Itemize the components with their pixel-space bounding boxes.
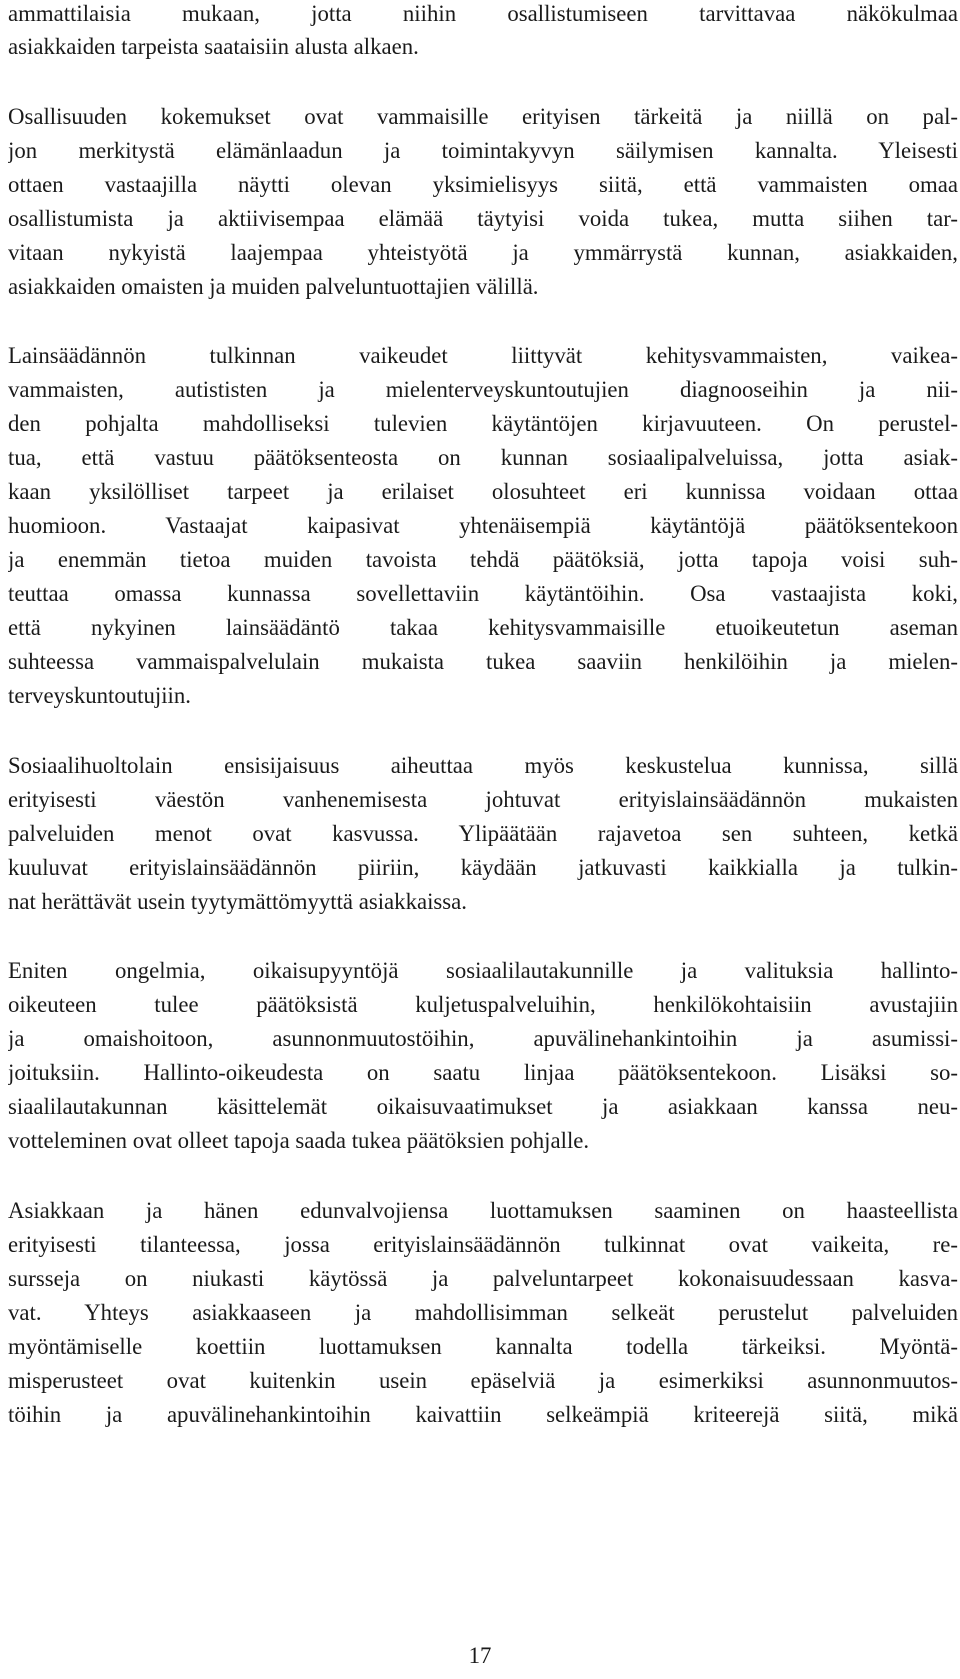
- paragraph-line: sursseja on niukasti käytössä ja palveluntarpeet kokonaisuudessaan kasva-: [8, 1266, 958, 1291]
- paragraph-line: huomioon. Vastaajat kaipasivat yhtenäisempiä käytäntöjä päätöksentekoon: [8, 513, 958, 538]
- paragraph-line: Lainsäädännön tulkinnan vaikeudet liittyvät kehitysvammaisten, vaikea-: [8, 343, 958, 368]
- paragraph-line: erityisesti tilanteessa, jossa erityislainsäädännön tulkinnat ovat vaikeita, re-: [8, 1232, 958, 1257]
- paragraph-line: vammaisten, autististen ja mielenterveyskuntoutujien diagnooseihin ja nii-: [8, 377, 958, 402]
- paragraph-line: jon merkitystä elämänlaadun ja toimintakyvyn säilymisen kannalta. Yleisesti: [8, 138, 958, 163]
- paragraph-line: ottaen vastaajilla näytti olevan yksimielisyys siitä, että vammaisten omaa: [8, 172, 958, 197]
- paragraph-line: että nykyinen lainsäädäntö takaa kehitysvammaisille etuoikeutetun aseman: [8, 615, 958, 640]
- paragraph-line: vat. Yhteys asiakkaaseen ja mahdollisimman selkeät perustelut palveluiden: [8, 1300, 958, 1325]
- paragraph-line: siaalilautakunnan käsittelemät oikaisuvaatimukset ja asiakkaan kanssa neu-: [8, 1094, 958, 1119]
- paragraph-line: ja enemmän tietoa muiden tavoista tehdä päätöksiä, jotta tapoja voisi suh-: [8, 547, 958, 572]
- paragraph-line: oikeuteen tulee päätöksistä kuljetuspalveluihin, henkilökohtaisiin avustajiin: [8, 992, 958, 1017]
- paragraph-line: töihin ja apuvälinehankintoihin kaivattiin selkeämpiä kriteerejä siitä, mikä: [8, 1402, 958, 1427]
- paragraph-line: terveyskuntoutujiin.: [8, 683, 191, 708]
- paragraph-line: kuuluvat erityislainsäädännön piiriin, käydään jatkuvasti kaikkialla ja tulkin-: [8, 855, 958, 880]
- paragraph-line: osallistumista ja aktiivisempaa elämää täytyisi voida tukea, mutta siihen tar-: [8, 206, 958, 231]
- paragraph-line: Asiakkaan ja hänen edunvalvojiensa luottamuksen saaminen on haasteellista: [8, 1198, 958, 1223]
- paragraph-line: misperusteet ovat kuitenkin usein epäselviä ja esimerkiksi asunnonmuutos-: [8, 1368, 958, 1393]
- paragraph-line: Eniten ongelmia, oikaisupyyntöjä sosiaalilautakunnille ja valituksia hallinto-: [8, 958, 958, 983]
- paragraph-line: suhteessa vammaispalvelulain mukaista tukea saaviin henkilöihin ja mielen-: [8, 649, 958, 674]
- paragraph-line: den pohjalta mahdolliseksi tulevien käytäntöjen kirjavuuteen. On perustel-: [8, 411, 958, 436]
- paragraph-line: asiakkaiden tarpeista saataisiin alusta alkaen.: [8, 34, 419, 59]
- paragraph-line: asiakkaiden omaisten ja muiden palveluntuottajien välillä.: [8, 274, 539, 299]
- paragraph-line: ja omaishoitoon, asunnonmuutostöihin, apuvälinehankintoihin ja asumissi-: [8, 1026, 958, 1051]
- paragraph-line: kaan yksilölliset tarpeet ja erilaiset olosuhteet eri kunnissa voidaan ottaa: [8, 479, 958, 504]
- paragraph-line: palveluiden menot ovat kasvussa. Ylipäätään rajavetoa sen suhteen, ketkä: [8, 821, 958, 846]
- paragraph-line: joituksiin. Hallinto-oikeudesta on saatu linjaa päätöksentekoon. Lisäksi so-: [8, 1060, 958, 1085]
- paragraph-line: vitaan nykyistä laajempaa yhteistyötä ja ymmärrystä kunnan, asiakkaiden,: [8, 240, 958, 265]
- paragraph-line: myöntämiselle koettiin luottamuksen kannalta todella tärkeiksi. Myöntä-: [8, 1334, 958, 1359]
- paragraph-line: ammattilaisia mukaan, jotta niihin osallistumiseen tarvittavaa näkökulmaa: [8, 1, 958, 26]
- paragraph-line: nat herättävät usein tyytymättömyyttä asiakkaissa.: [8, 889, 467, 914]
- page-number: 17: [468, 1643, 492, 1668]
- paragraph-line: Osallisuuden kokemukset ovat vammaisille erityisen tärkeitä ja niillä on pal-: [8, 104, 958, 129]
- paragraph-line: teuttaa omassa kunnassa sovellettaviin käytäntöihin. Osa vastaajista koki,: [8, 581, 958, 606]
- paragraph-line: Sosiaalihuoltolain ensisijaisuus aiheuttaa myös keskustelua kunnissa, sillä: [8, 753, 958, 778]
- paragraph-line: erityisesti väestön vanhenemisesta johtuvat erityislainsäädännön mukaisten: [8, 787, 958, 812]
- paragraph-line: votteleminen ovat olleet tapoja saada tukea päätöksien pohjalle.: [8, 1128, 590, 1153]
- paragraph-line: tua, että vastuu päätöksenteosta on kunnan sosiaalipalveluissa, jotta asiak-: [8, 445, 958, 470]
